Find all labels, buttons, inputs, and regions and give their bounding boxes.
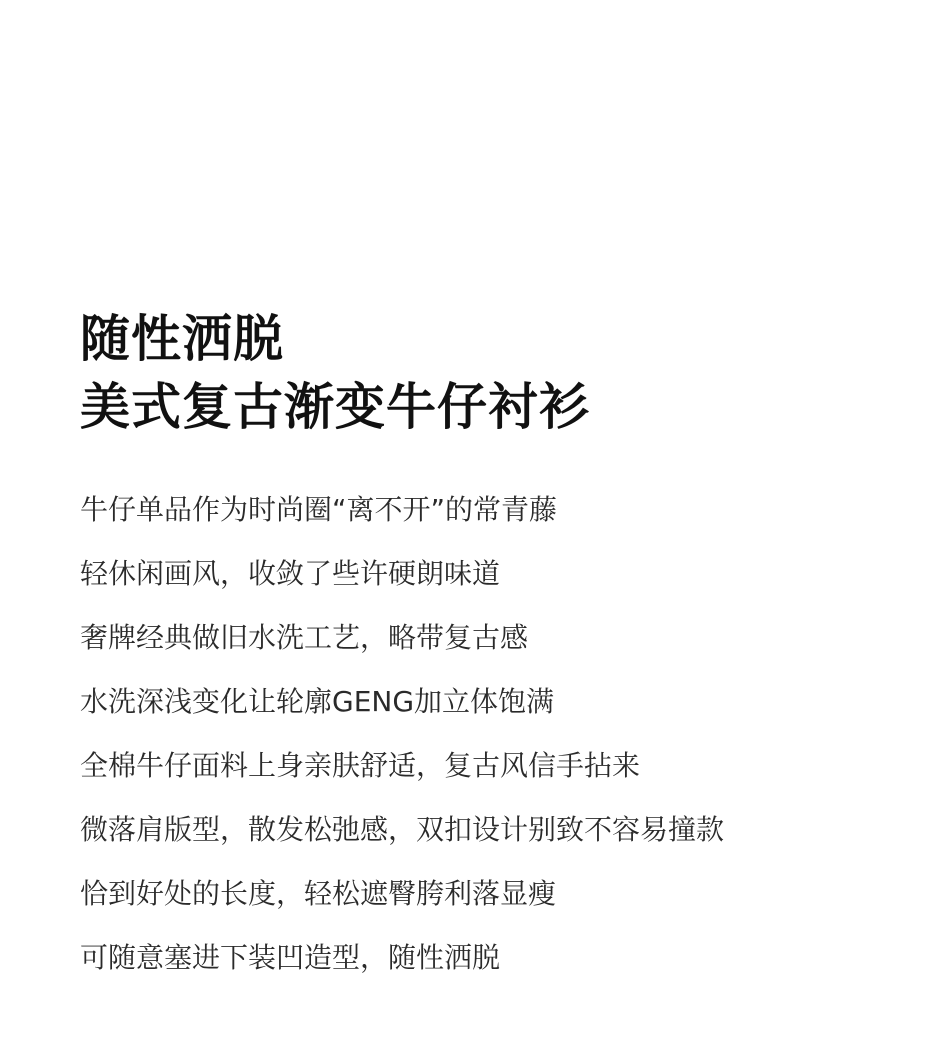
description-line: 水洗深浅变化让轮廓GENG加立体饱满 [80,685,555,718]
description-list [80,494,920,974]
title-line-1: 随性洒脱 [80,310,284,368]
description-line: 全棉牛仔面料上身亲肤舒适，复古风信手拈来 [80,749,641,782]
product-description [80,305,920,1006]
title-line-2: 美式复古渐变牛仔衬衫 [80,378,590,436]
description-line: 微落肩版型，散发松弛感，双扣设计别致不容易撞款 [80,813,725,846]
description-line: 奢牌经典做旧水洗工艺，略带复古感 [80,621,529,654]
page-title [80,305,920,441]
description-line: 轻休闲画风，收敛了些许硬朗味道 [80,557,501,590]
description-line: 可随意塞进下装凹造型，随性洒脱 [80,941,501,974]
description-line: 牛仔单品作为时尚圈“离不开”的常青藤 [80,493,558,526]
description-line: 恰到好处的长度，轻松遮臀胯利落显瘦 [80,877,557,910]
